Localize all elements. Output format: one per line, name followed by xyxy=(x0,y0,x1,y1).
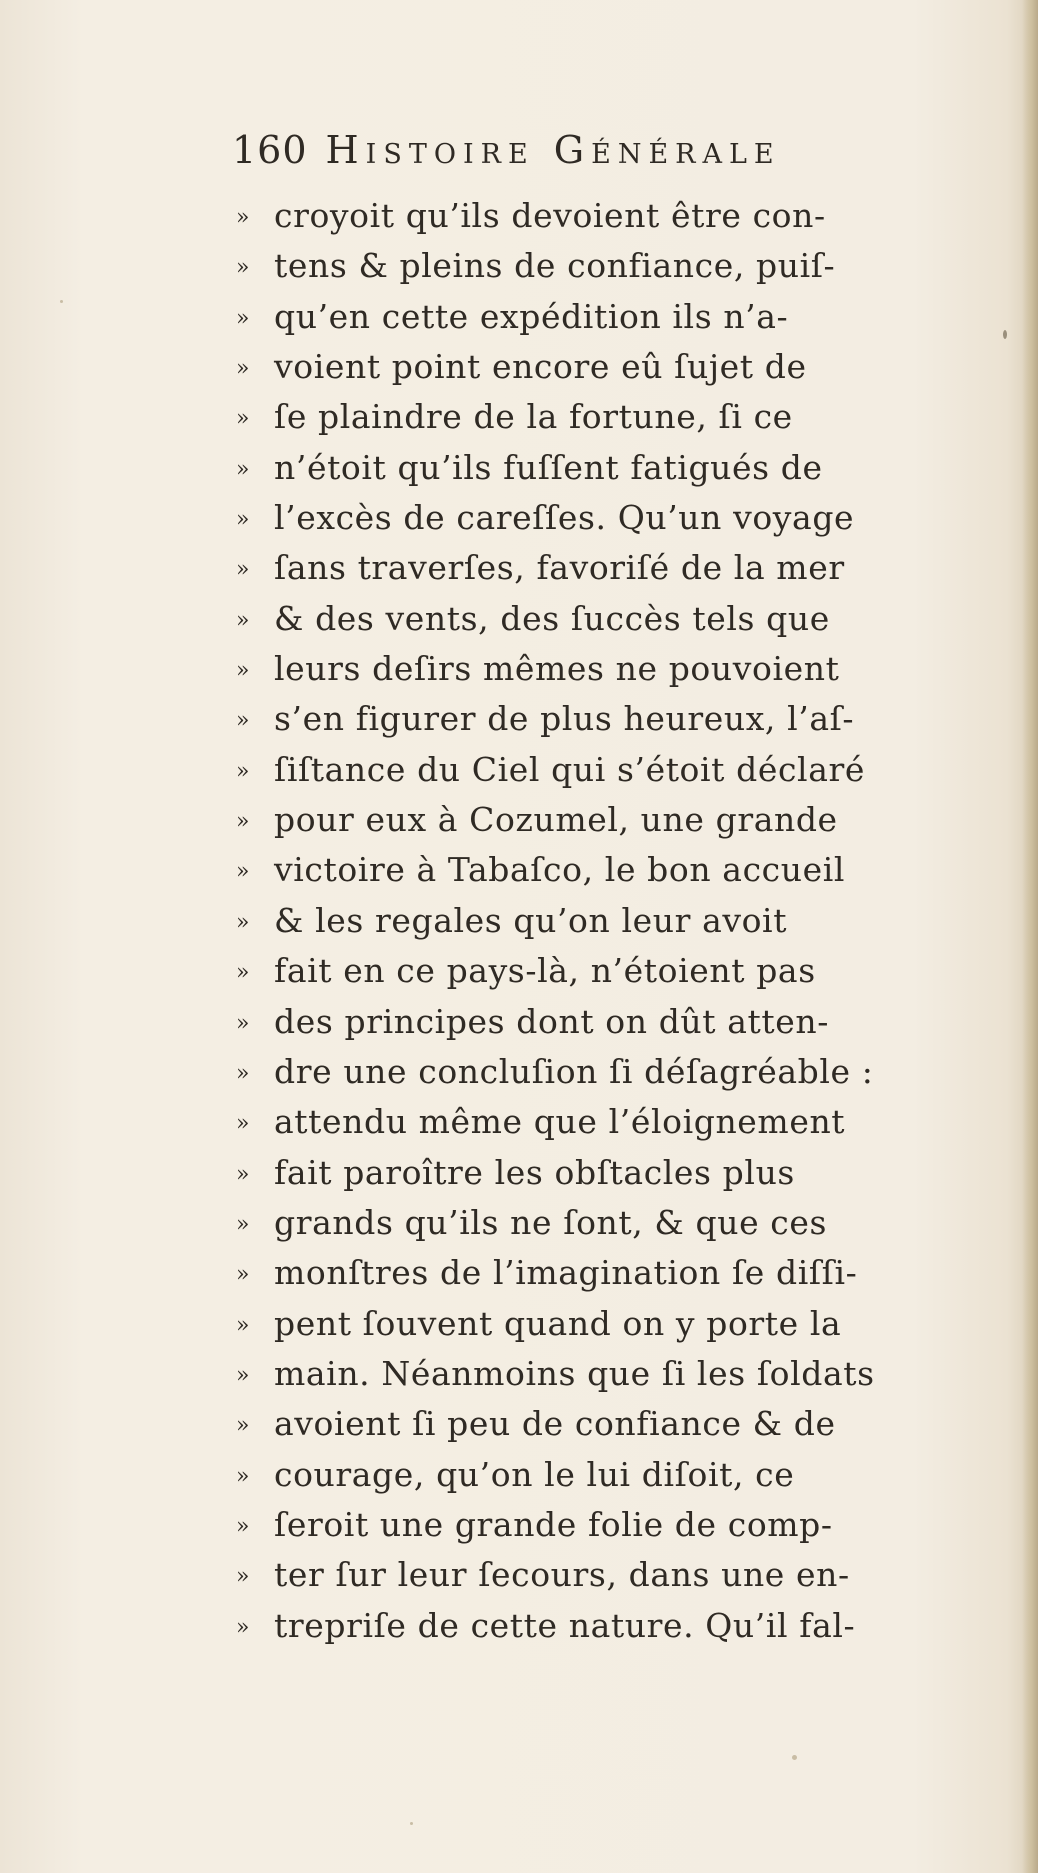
text-line xyxy=(236,901,936,951)
line-text: victoire à Tabaſco, le bon accueil xyxy=(274,850,846,890)
quotation-mark: » xyxy=(236,255,250,281)
text-line xyxy=(236,448,936,498)
quotation-mark: » xyxy=(236,708,250,734)
line-text: l’excès de careſſes. Qu’un voyage xyxy=(274,498,855,538)
text-line xyxy=(236,1203,936,1253)
quotation-mark: » xyxy=(236,658,250,684)
quotation-mark: » xyxy=(236,607,250,633)
text-line xyxy=(236,1153,936,1203)
quotation-mark: » xyxy=(236,406,250,432)
line-text: qu’en cette expédition ils n’a- xyxy=(274,296,789,336)
line-text: grands qu’ils ne ſont, & que ces xyxy=(274,1202,828,1242)
text-line xyxy=(236,246,936,296)
text-line xyxy=(236,1304,936,1354)
text-line xyxy=(236,1052,936,1102)
line-text: dre une concluſion ſi déſagréable : xyxy=(274,1051,874,1091)
text-line xyxy=(236,800,936,850)
quotation-mark: » xyxy=(236,1463,250,1489)
text-line xyxy=(236,1102,936,1152)
quotation-mark: » xyxy=(236,1614,250,1640)
line-text: pent ſouvent quand on y porte la xyxy=(274,1303,842,1343)
quotation-mark: » xyxy=(236,909,250,935)
line-text: & des vents, des ſuccès tels que xyxy=(274,598,830,638)
line-text: ſans traverſes, favoriſé de la mer xyxy=(274,548,845,588)
text-line xyxy=(236,649,936,699)
quotation-mark: » xyxy=(236,507,250,533)
quotation-mark: » xyxy=(236,456,250,482)
line-text: courage, qu’on le lui diſoit, ce xyxy=(274,1454,795,1494)
text-line xyxy=(236,347,936,397)
text-line xyxy=(236,297,936,347)
text-line xyxy=(236,750,936,800)
quotation-mark: » xyxy=(236,1262,250,1288)
line-text: fait en ce pays-là, n’étoient pas xyxy=(274,951,816,991)
line-text: monſtres de l’imagination ſe diſſi- xyxy=(274,1253,858,1293)
running-title: Histoire Générale xyxy=(325,128,781,172)
quotation-mark: » xyxy=(236,758,250,784)
quotation-mark: » xyxy=(236,1211,250,1237)
line-text: ſe plaindre de la fortune, ſi ce xyxy=(274,397,793,437)
line-text: ſiſtance du Ciel qui s’étoit déclaré xyxy=(274,749,865,789)
line-text: s’en figurer de plus heureux, l’aſ- xyxy=(274,699,855,739)
text-line xyxy=(236,196,936,246)
line-text: leurs deſirs mêmes ne pouvoient xyxy=(274,649,840,689)
text-line xyxy=(236,548,936,598)
text-line xyxy=(236,599,936,649)
text-line xyxy=(236,699,936,749)
line-text: attendu même que l’éloignement xyxy=(274,1102,846,1142)
quotation-mark: » xyxy=(236,1362,250,1388)
text-line xyxy=(236,1002,936,1052)
body-text xyxy=(236,196,936,1656)
text-line xyxy=(236,1354,936,1404)
quotation-mark: » xyxy=(236,1513,250,1539)
text-line xyxy=(236,1455,936,1505)
quotation-mark: » xyxy=(236,1312,250,1338)
quotation-mark: » xyxy=(236,809,250,835)
quotation-mark: » xyxy=(236,305,250,331)
line-text: & les regales qu’on leur avoit xyxy=(274,900,788,940)
line-text: avoient ſi peu de confiance & de xyxy=(274,1404,836,1444)
text-line xyxy=(236,1606,936,1656)
quotation-mark: » xyxy=(236,960,250,986)
quotation-mark: » xyxy=(236,1060,250,1086)
quotation-mark: » xyxy=(236,1413,250,1439)
text-line xyxy=(236,1404,936,1454)
line-text: des principes dont on dût atten- xyxy=(274,1001,829,1041)
line-text: n’étoit qu’ils fuſſent fatigués de xyxy=(274,447,823,487)
text-line xyxy=(236,1505,936,1555)
line-text: main. Néanmoins que ſi les ſoldats xyxy=(274,1353,875,1393)
quotation-mark: » xyxy=(236,1564,250,1590)
text-line xyxy=(236,1555,936,1605)
running-header xyxy=(232,128,922,188)
text-line xyxy=(236,397,936,447)
line-text: ter ſur leur ſecours, dans une en- xyxy=(274,1555,850,1595)
quotation-mark: » xyxy=(236,859,250,885)
text-line xyxy=(236,1253,936,1303)
quotation-mark: » xyxy=(236,1161,250,1187)
line-text: tens & pleins de confiance, puiſ- xyxy=(274,246,836,286)
page-edge-shadow xyxy=(1022,0,1038,1873)
quotation-mark: » xyxy=(236,356,250,382)
quotation-mark: » xyxy=(236,205,250,230)
text-line xyxy=(236,498,936,548)
line-text: fait paroître les obſtacles plus xyxy=(274,1152,795,1192)
line-text: trepriſe de cette nature. Qu’il fal- xyxy=(274,1605,856,1645)
quotation-mark: » xyxy=(236,1111,250,1137)
quotation-mark: » xyxy=(236,557,250,583)
line-text: pour eux à Cozumel, une grande xyxy=(274,800,838,840)
quotation-mark: » xyxy=(236,1010,250,1036)
line-text: voient point encore eû ſujet de xyxy=(274,347,807,387)
page-number: 160 xyxy=(232,128,308,172)
text-line xyxy=(236,951,936,1001)
text-line xyxy=(236,850,936,900)
line-text: ſeroit une grande folie de comp- xyxy=(274,1504,833,1544)
line-text: croyoit qu’ils devoient être con- xyxy=(274,196,826,235)
